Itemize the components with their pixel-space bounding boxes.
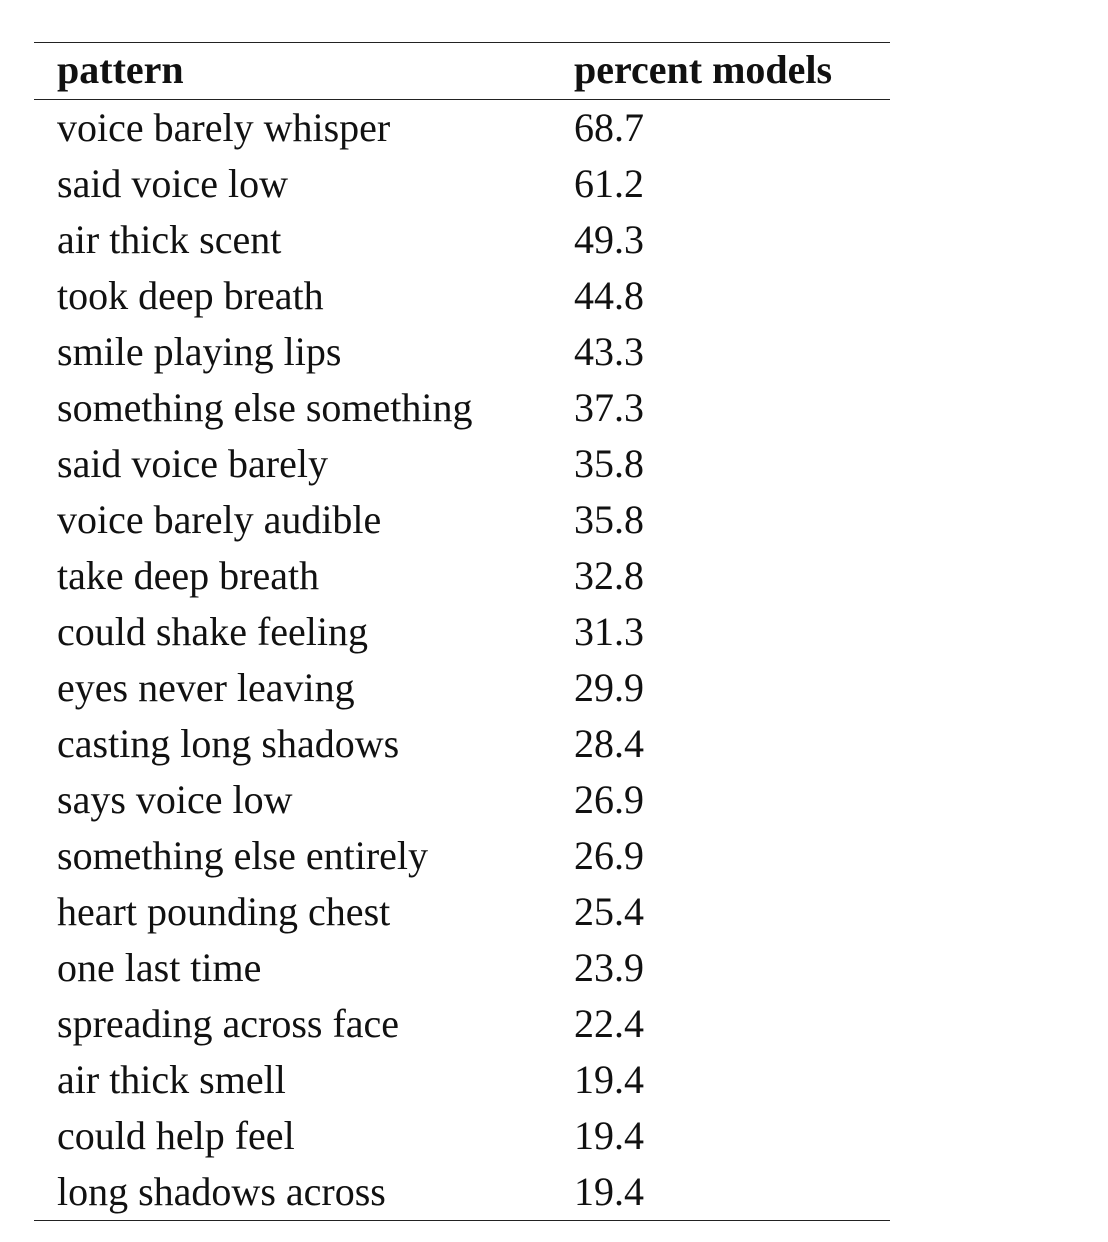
percent-models-cell: 68.7 <box>574 105 644 150</box>
table-row <box>34 212 890 268</box>
pattern-cell: one last time <box>57 945 262 990</box>
header-pattern: pattern <box>57 47 184 92</box>
table-row <box>34 1164 890 1220</box>
pattern-cell: something else something <box>57 385 473 430</box>
percent-models-cell: 19.4 <box>574 1057 644 1102</box>
percent-models-cell: 19.4 <box>574 1113 644 1158</box>
table-row <box>34 772 890 828</box>
percent-models-cell: 32.8 <box>574 553 644 598</box>
percent-models-cell: 26.9 <box>574 777 644 822</box>
table-row <box>34 380 890 436</box>
table-row <box>34 156 890 212</box>
table-row <box>34 548 890 604</box>
pattern-cell: took deep breath <box>57 273 324 318</box>
percent-models-cell: 37.3 <box>574 385 644 430</box>
table-bottom-rule <box>34 1220 890 1221</box>
pattern-cell: casting long shadows <box>57 721 400 766</box>
table-row <box>34 100 890 156</box>
table-row <box>34 940 890 996</box>
pattern-cell: heart pounding chest <box>57 889 391 934</box>
pattern-cell: spreading across face <box>57 1001 400 1046</box>
table-row <box>34 436 890 492</box>
table-header-row <box>34 43 890 99</box>
pattern-cell: said voice low <box>57 161 289 206</box>
table-row <box>34 1052 890 1108</box>
table-row <box>34 1108 890 1164</box>
percent-models-cell: 22.4 <box>574 1001 644 1046</box>
pattern-cell: said voice barely <box>57 441 328 486</box>
percent-models-cell: 23.9 <box>574 945 644 990</box>
pattern-cell: eyes never leaving <box>57 665 355 710</box>
header-percent-models: percent models <box>574 47 833 92</box>
percent-models-cell: 35.8 <box>574 497 644 542</box>
pattern-cell: air thick smell <box>57 1057 286 1102</box>
table-row <box>34 268 890 324</box>
percent-models-cell: 35.8 <box>574 441 644 486</box>
percent-models-cell: 25.4 <box>574 889 644 934</box>
table-row <box>34 996 890 1052</box>
pattern-cell: smile playing lips <box>57 329 342 374</box>
table-row <box>34 884 890 940</box>
pattern-cell: long shadows across <box>57 1169 386 1214</box>
percent-models-cell: 43.3 <box>574 329 644 374</box>
table-row <box>34 828 890 884</box>
pattern-cell: says voice low <box>57 777 293 822</box>
table-row <box>34 660 890 716</box>
percent-models-cell: 44.8 <box>574 273 644 318</box>
percent-models-cell: 28.4 <box>574 721 644 766</box>
pattern-cell: air thick scent <box>57 217 282 262</box>
pattern-cell: voice barely whisper <box>57 105 391 150</box>
percent-models-cell: 61.2 <box>574 161 644 206</box>
percent-models-cell: 49.3 <box>574 217 644 262</box>
table-row <box>34 604 890 660</box>
pattern-table <box>34 42 890 1221</box>
pattern-cell: take deep breath <box>57 553 320 598</box>
percent-models-cell: 19.4 <box>574 1169 644 1214</box>
pattern-cell: voice barely audible <box>57 497 382 542</box>
pattern-cell: could help feel <box>57 1113 295 1158</box>
pattern-cell: could shake feeling <box>57 609 368 654</box>
table-body <box>34 100 890 1220</box>
table-row <box>34 716 890 772</box>
percent-models-cell: 31.3 <box>574 609 644 654</box>
pattern-cell: something else entirely <box>57 833 429 878</box>
percent-models-cell: 26.9 <box>574 833 644 878</box>
table-row <box>34 492 890 548</box>
percent-models-cell: 29.9 <box>574 665 644 710</box>
table-row <box>34 324 890 380</box>
